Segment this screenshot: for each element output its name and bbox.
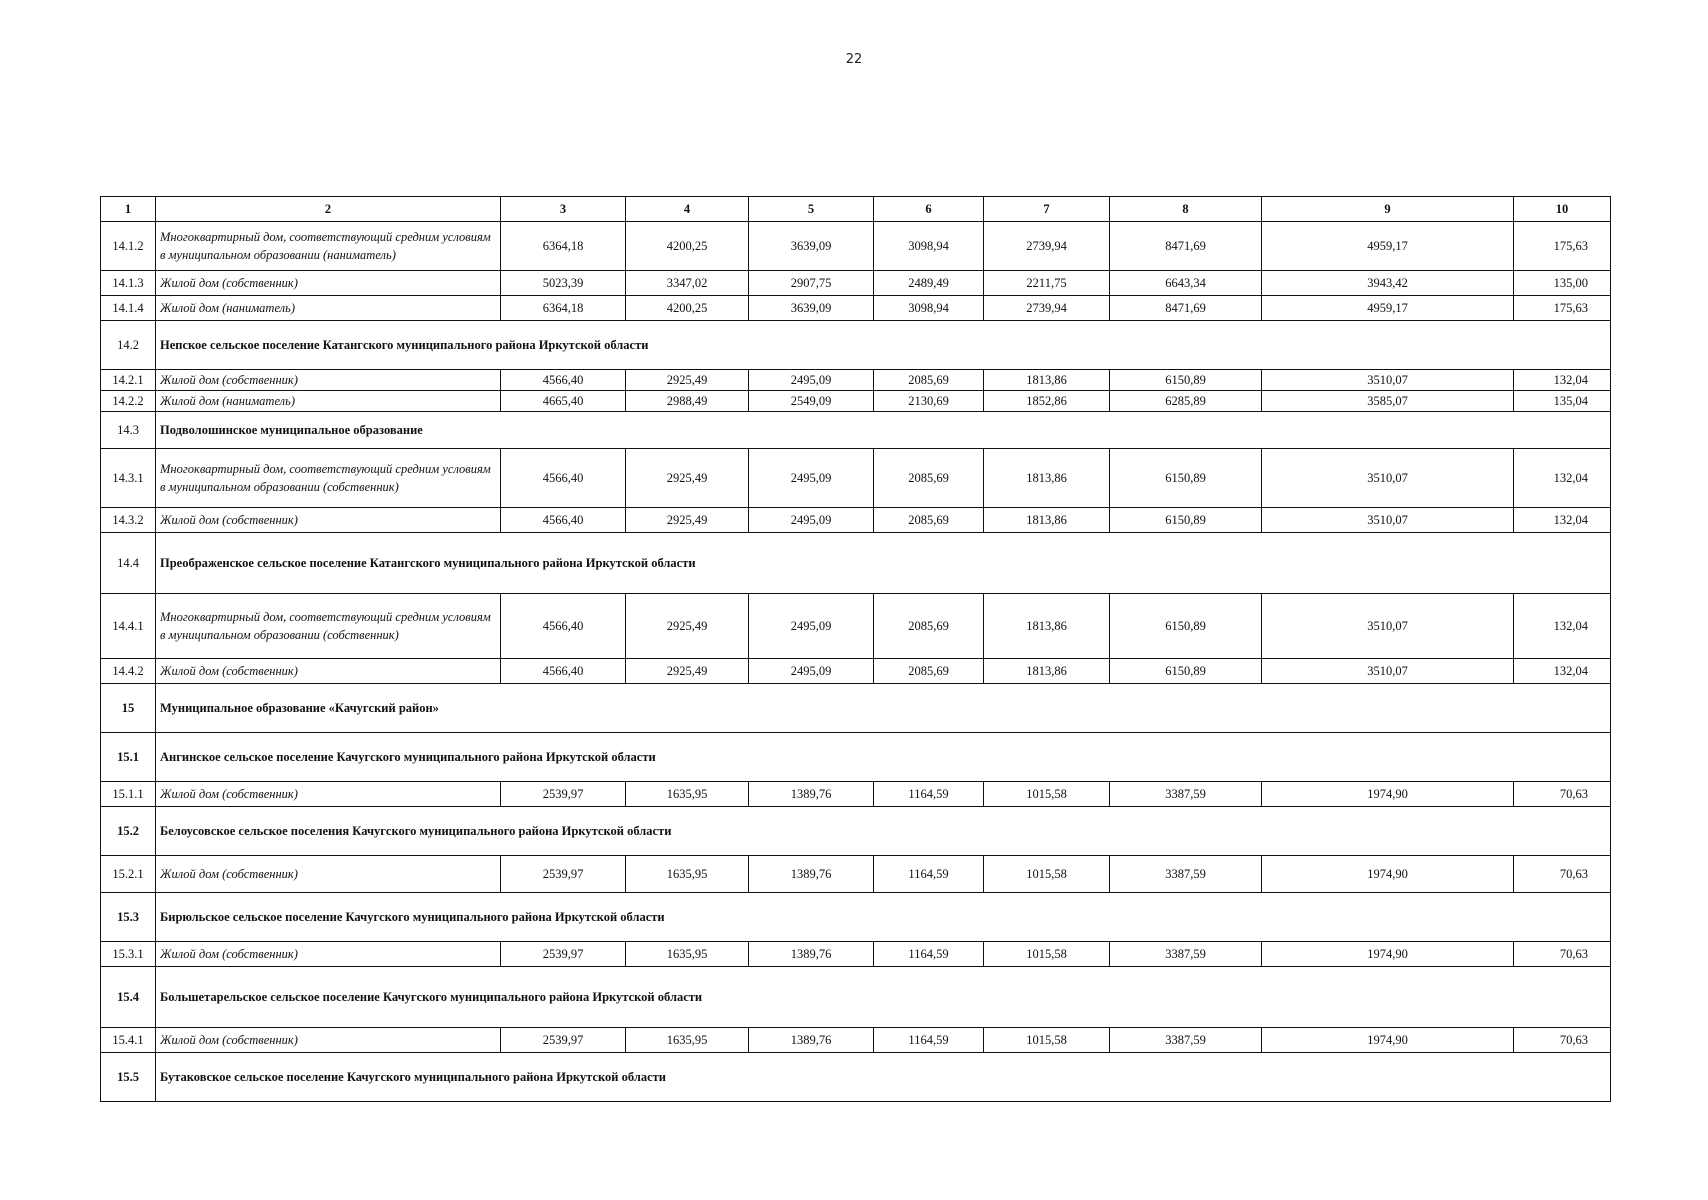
row-number: 15.5 (101, 1053, 156, 1102)
value-cell: 2495,09 (749, 370, 874, 391)
header-cell: 3 (501, 197, 626, 222)
value-cell: 3639,09 (749, 222, 874, 271)
section-row (101, 807, 1611, 856)
value-cell: 1635,95 (626, 856, 749, 893)
value-cell: 3510,07 (1262, 370, 1514, 391)
value-cell: 3387,59 (1110, 856, 1262, 893)
value-cell: 1164,59 (874, 942, 984, 967)
value-cell: 1015,58 (984, 942, 1110, 967)
table-row (101, 222, 1611, 271)
section-title: Бутаковское сельское поселение Качугского муниципального района Иркутской области (156, 1053, 1611, 1102)
table-row (101, 370, 1611, 391)
value-cell: 1635,95 (626, 782, 749, 807)
section-title: Белоусовское сельское поселения Качугского муниципального района Иркутской области (156, 807, 1611, 856)
value-cell: 132,04 (1514, 594, 1611, 659)
value-cell: 1164,59 (874, 856, 984, 893)
value-cell: 1813,86 (984, 659, 1110, 684)
row-name: Многоквартирный дом, соответствующий средним условиям в муниципальном образовании (наниматель) (156, 222, 501, 271)
value-cell: 6150,89 (1110, 594, 1262, 659)
table-row (101, 942, 1611, 967)
section-row (101, 893, 1611, 942)
value-cell: 2549,09 (749, 391, 874, 412)
row-name: Многоквартирный дом, соответствующий средним условиям в муниципальном образовании (собственник) (156, 449, 501, 508)
table-row (101, 594, 1611, 659)
table-row (101, 782, 1611, 807)
value-cell: 4566,40 (501, 370, 626, 391)
table-row (101, 659, 1611, 684)
value-cell: 4566,40 (501, 508, 626, 533)
row-number: 14.3.2 (101, 508, 156, 533)
row-name: Жилой дом (собственник) (156, 271, 501, 296)
page-number: 22 (845, 52, 863, 67)
value-cell: 4566,40 (501, 449, 626, 508)
value-cell: 3347,02 (626, 271, 749, 296)
value-cell: 4959,17 (1262, 222, 1514, 271)
value-cell: 2739,94 (984, 296, 1110, 321)
value-cell: 3585,07 (1262, 391, 1514, 412)
section-title: Муниципальное образование «Качугский район» (156, 684, 1611, 733)
value-cell: 2539,97 (501, 856, 626, 893)
value-cell: 2495,09 (749, 594, 874, 659)
row-number: 14.1.4 (101, 296, 156, 321)
section-row (101, 967, 1611, 1028)
header-cell: 1 (101, 197, 156, 222)
table-row (101, 856, 1611, 893)
row-number: 15.4.1 (101, 1028, 156, 1053)
row-number: 15.3.1 (101, 942, 156, 967)
header-cell: 8 (1110, 197, 1262, 222)
value-cell: 4566,40 (501, 659, 626, 684)
value-cell: 4566,40 (501, 594, 626, 659)
header-cell: 7 (984, 197, 1110, 222)
value-cell: 132,04 (1514, 508, 1611, 533)
row-name: Жилой дом (собственник) (156, 782, 501, 807)
row-number: 14.3 (101, 412, 156, 449)
value-cell: 1389,76 (749, 942, 874, 967)
value-cell: 70,63 (1514, 782, 1611, 807)
value-cell: 1974,90 (1262, 856, 1514, 893)
value-cell: 135,04 (1514, 391, 1611, 412)
value-cell: 8471,69 (1110, 222, 1262, 271)
value-cell: 1164,59 (874, 1028, 984, 1053)
section-title: Подволошинское муниципальное образование (156, 412, 1611, 449)
value-cell: 6364,18 (501, 296, 626, 321)
value-cell: 2539,97 (501, 1028, 626, 1053)
value-cell: 1164,59 (874, 782, 984, 807)
value-cell: 2085,69 (874, 594, 984, 659)
value-cell: 3387,59 (1110, 1028, 1262, 1053)
value-cell: 1015,58 (984, 856, 1110, 893)
value-cell: 135,00 (1514, 271, 1611, 296)
table-row (101, 391, 1611, 412)
table-row (101, 1028, 1611, 1053)
value-cell: 2495,09 (749, 449, 874, 508)
section-title: Большетарельское сельское поселение Качугского муниципального района Иркутской области (156, 967, 1611, 1028)
value-cell: 3387,59 (1110, 942, 1262, 967)
value-cell: 2539,97 (501, 782, 626, 807)
row-name: Жилой дом (собственник) (156, 942, 501, 967)
value-cell: 3510,07 (1262, 659, 1514, 684)
value-cell: 3098,94 (874, 222, 984, 271)
table-row (101, 296, 1611, 321)
value-cell: 2925,49 (626, 659, 749, 684)
value-cell: 3098,94 (874, 296, 984, 321)
row-number: 14.4.2 (101, 659, 156, 684)
row-number: 14.1.2 (101, 222, 156, 271)
row-number: 14.2.2 (101, 391, 156, 412)
header-cell: 5 (749, 197, 874, 222)
section-title: Непское сельское поселение Катангского муниципального района Иркутской области (156, 321, 1611, 370)
value-cell: 3387,59 (1110, 782, 1262, 807)
value-cell: 6364,18 (501, 222, 626, 271)
row-name: Жилой дом (собственник) (156, 370, 501, 391)
value-cell: 2211,75 (984, 271, 1110, 296)
value-cell: 1389,76 (749, 856, 874, 893)
section-row (101, 733, 1611, 782)
value-cell: 4200,25 (626, 222, 749, 271)
value-cell: 3639,09 (749, 296, 874, 321)
value-cell: 6150,89 (1110, 659, 1262, 684)
value-cell: 2495,09 (749, 508, 874, 533)
row-number: 14.4 (101, 533, 156, 594)
row-number: 14.1.3 (101, 271, 156, 296)
value-cell: 3510,07 (1262, 449, 1514, 508)
section-title: Ангинское сельское поселение Качугского муниципального района Иркутской области (156, 733, 1611, 782)
value-cell: 6285,89 (1110, 391, 1262, 412)
value-cell: 5023,39 (501, 271, 626, 296)
value-cell: 1015,58 (984, 1028, 1110, 1053)
value-cell: 2489,49 (874, 271, 984, 296)
value-cell: 3510,07 (1262, 508, 1514, 533)
row-number: 14.2.1 (101, 370, 156, 391)
value-cell: 2130,69 (874, 391, 984, 412)
row-number: 15.4 (101, 967, 156, 1028)
value-cell: 175,63 (1514, 222, 1611, 271)
table-header (101, 197, 1611, 222)
row-name: Жилой дом (собственник) (156, 1028, 501, 1053)
value-cell: 132,04 (1514, 659, 1611, 684)
row-number: 15.1 (101, 733, 156, 782)
value-cell: 2925,49 (626, 449, 749, 508)
value-cell: 3510,07 (1262, 594, 1514, 659)
value-cell: 2495,09 (749, 659, 874, 684)
value-cell: 1974,90 (1262, 1028, 1514, 1053)
value-cell: 70,63 (1514, 856, 1611, 893)
value-cell: 1389,76 (749, 1028, 874, 1053)
header-cell: 10 (1514, 197, 1611, 222)
row-number: 14.2 (101, 321, 156, 370)
row-number: 15 (101, 684, 156, 733)
value-cell: 2085,69 (874, 449, 984, 508)
value-cell: 2907,75 (749, 271, 874, 296)
table-row (101, 449, 1611, 508)
section-title: Преображенское сельское поселение Катангского муниципального района Иркутской области (156, 533, 1611, 594)
value-cell: 6150,89 (1110, 508, 1262, 533)
table-row (101, 271, 1611, 296)
row-name: Жилой дом (собственник) (156, 659, 501, 684)
section-row (101, 533, 1611, 594)
row-name: Жилой дом (наниматель) (156, 391, 501, 412)
value-cell: 132,04 (1514, 370, 1611, 391)
value-cell: 2925,49 (626, 594, 749, 659)
section-row (101, 1053, 1611, 1102)
row-name: Многоквартирный дом, соответствующий средним условиям в муниципальном образовании (собственник) (156, 594, 501, 659)
value-cell: 2085,69 (874, 370, 984, 391)
value-cell: 2739,94 (984, 222, 1110, 271)
value-cell: 6150,89 (1110, 370, 1262, 391)
header-cell: 4 (626, 197, 749, 222)
value-cell: 1852,86 (984, 391, 1110, 412)
value-cell: 4200,25 (626, 296, 749, 321)
value-cell: 1813,86 (984, 594, 1110, 659)
row-name: Жилой дом (наниматель) (156, 296, 501, 321)
section-row (101, 684, 1611, 733)
value-cell: 3943,42 (1262, 271, 1514, 296)
value-cell: 70,63 (1514, 942, 1611, 967)
value-cell: 2988,49 (626, 391, 749, 412)
value-cell: 2925,49 (626, 370, 749, 391)
section-row (101, 412, 1611, 449)
value-cell: 70,63 (1514, 1028, 1611, 1053)
value-cell: 1015,58 (984, 782, 1110, 807)
row-number: 15.2 (101, 807, 156, 856)
header-row (101, 197, 1611, 222)
value-cell: 4665,40 (501, 391, 626, 412)
row-number: 15.3 (101, 893, 156, 942)
header-cell: 2 (156, 197, 501, 222)
value-cell: 1813,86 (984, 449, 1110, 508)
value-cell: 1813,86 (984, 508, 1110, 533)
value-cell: 175,63 (1514, 296, 1611, 321)
value-cell: 6150,89 (1110, 449, 1262, 508)
value-cell: 2085,69 (874, 508, 984, 533)
value-cell: 1635,95 (626, 1028, 749, 1053)
value-cell: 1813,86 (984, 370, 1110, 391)
value-cell: 2085,69 (874, 659, 984, 684)
row-name: Жилой дом (собственник) (156, 856, 501, 893)
value-cell: 1974,90 (1262, 942, 1514, 967)
header-cell: 6 (874, 197, 984, 222)
row-number: 14.4.1 (101, 594, 156, 659)
table-row (101, 508, 1611, 533)
tariff-table (100, 196, 1611, 1102)
value-cell: 132,04 (1514, 449, 1611, 508)
value-cell: 6643,34 (1110, 271, 1262, 296)
value-cell: 4959,17 (1262, 296, 1514, 321)
header-cell: 9 (1262, 197, 1514, 222)
row-number: 14.3.1 (101, 449, 156, 508)
section-title: Бирюльское сельское поселение Качугского муниципального района Иркутской области (156, 893, 1611, 942)
row-name: Жилой дом (собственник) (156, 508, 501, 533)
value-cell: 2925,49 (626, 508, 749, 533)
row-number: 15.2.1 (101, 856, 156, 893)
value-cell: 2539,97 (501, 942, 626, 967)
value-cell: 1389,76 (749, 782, 874, 807)
section-row (101, 321, 1611, 370)
value-cell: 1635,95 (626, 942, 749, 967)
value-cell: 1974,90 (1262, 782, 1514, 807)
table-body (101, 222, 1611, 1102)
value-cell: 8471,69 (1110, 296, 1262, 321)
row-number: 15.1.1 (101, 782, 156, 807)
